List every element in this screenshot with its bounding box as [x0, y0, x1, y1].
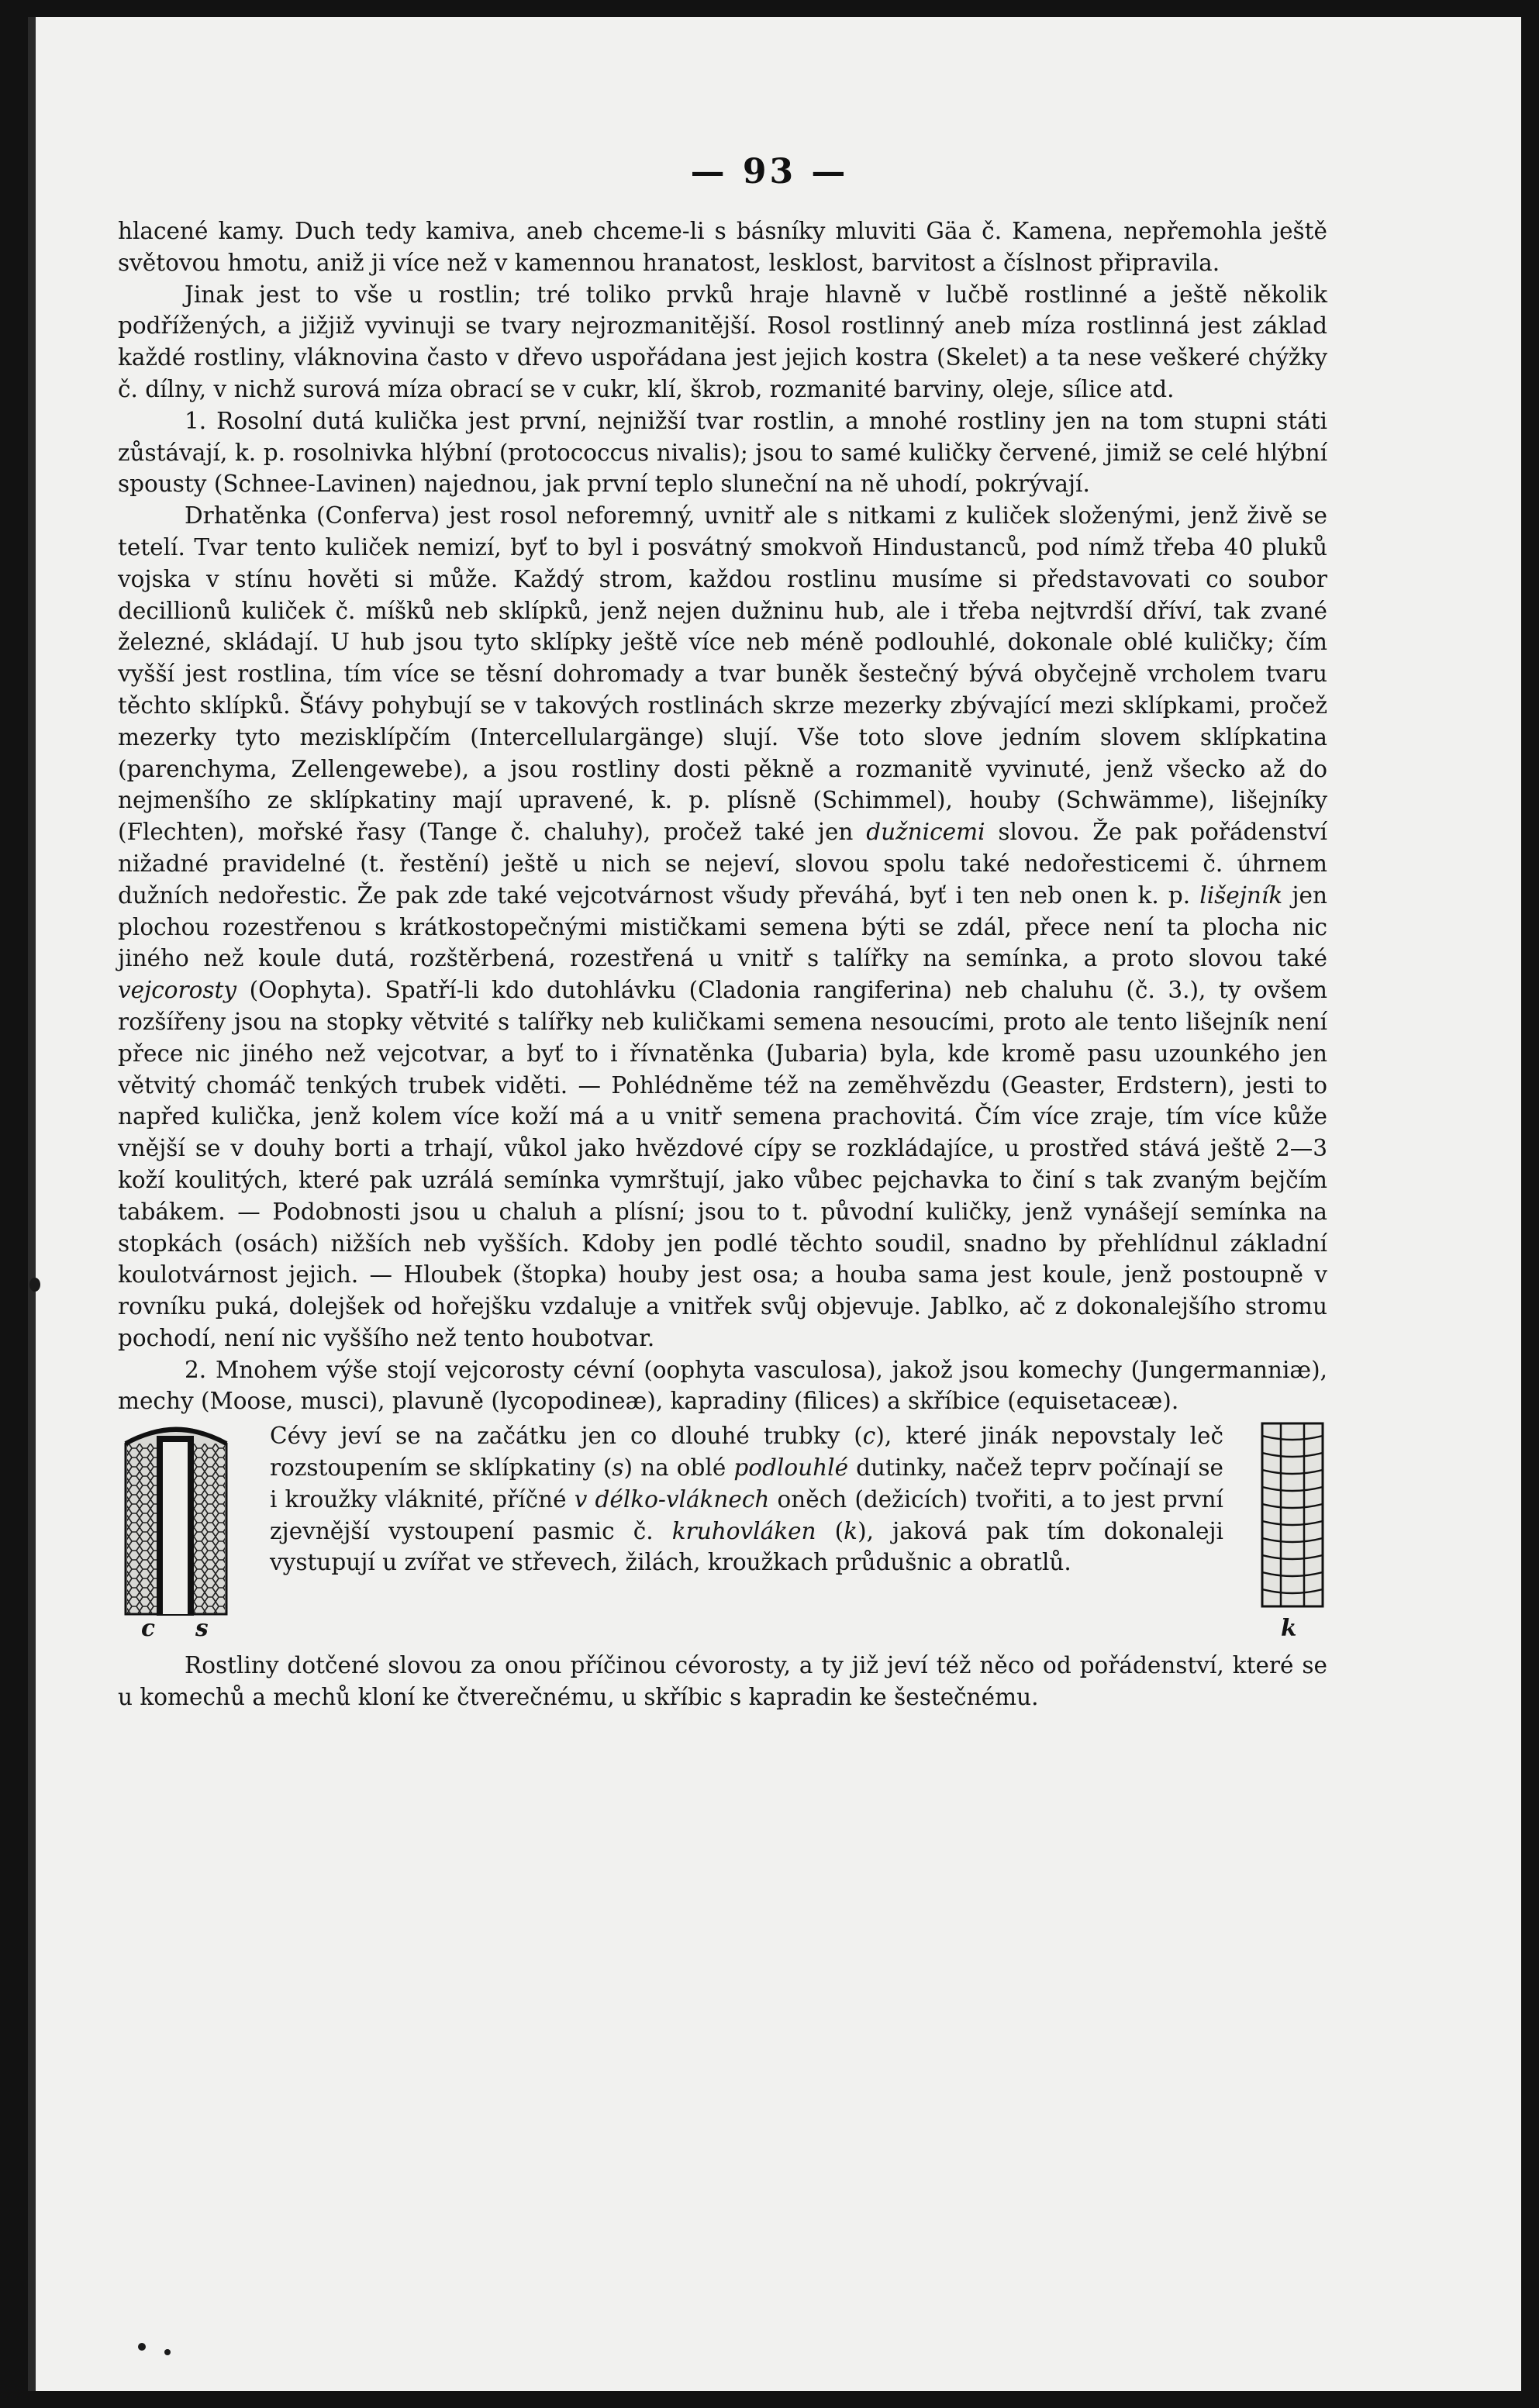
fig-text-d: s [612, 1454, 624, 1482]
fig-text-k: ( [834, 1517, 844, 1544]
paragraph-1: hlacené kamy. Duch tedy kamiva, aneb chceme-li s básníky mluviti Gäa č. Kamena, nepřemohla ještě světovou hmotu, aniž ji více než v kamennou hranatost, lesklost, barvitost a číslnost připravila. [118, 218, 1327, 276]
figure-label-k: k [1281, 1614, 1297, 1642]
page-binding-edge [28, 17, 36, 2391]
fig-text-c: ), které jinák nepovstaly leč rozstoupením se sklípkatiny ( [270, 1423, 1223, 1482]
fig-text-h: v délko-vláknech [574, 1485, 770, 1513]
term-vejcorosty: vejcorosty [118, 977, 237, 1004]
margin-smudge [29, 1278, 40, 1292]
paragraph-4-c: jen plochou rozestřenou s krátkostopečnými mističkami semena býti se zdál, přece není ta plocha nic jiného než koule dutá, rozštěrbená, rozestřená u vnitř s talířky na semínka, a proto slovou také [118, 881, 1327, 972]
paragraph-4-a: Drhatěnka (Conferva) jest rosol neforemný, uvnitř ale s nitkami z kuliček složenými, jenž živě se tetelí. Tvar tento kuliček nemizí, byť to byl i posvátný smokvoň Hindustanců, pod nímž třeba 40 pluků vojska v stínu hověti si může. Každý strom, každou rostlinu musíme si představovati co soubor decillionů kuliček č. míšků neb sklípků, jenž nejen dužninu hub, ale i třeba nejtvrdší dříví, tak zvané železné, skládají. U hub jsou tyto sklípky ještě více neb méně podlouhlé, dokonale oblé kuličky; čím vyšší jest rostlina, tím více se těsní dohromady a tvar buněk šestečný bývá obyčejně vrcholem tvaru těchto sklípků. Šťávy pohybují se v takových rostlinách skrze mezerky zbývající mezi sklípkami, pročež mezerky tyto mezisklípčím (Intercellulargänge) slují. Vše toto slove jedním slovem sklípkatina (parenchyma, Zellengewebe), a jsou rostliny dosti pěkně a rozmanitě vyvinuté, jenž všecko až do nejmenšího ze sklípkatiny mají upravené, k. p. plísně (Schimmel), houby (Schwämme), lišejníky (Flechten), mořské řasy (Tange č. chaluhy), pročež také jen [118, 502, 1327, 846]
corner-smudge-1 [138, 2343, 146, 2351]
fig-text-e: ) na oblé [623, 1454, 726, 1482]
paragraph-4-b: slovou. Že pak pořádenství nižadné pravidelné (t. řestění) ještě u nich se nejeví, slovou spolu také nedořesticemi č. úhrnem dužních nedořestic. Že pak zde také vejcotvárnost všudy převáhá, byť i ten neb onen k. p. [118, 819, 1327, 909]
fig-text-a: Cévy jeví se na začátku jen co dlouhé trubky ( [270, 1423, 863, 1450]
corner-smudge-2 [164, 2349, 171, 2355]
paragraph-4 [118, 500, 1327, 1354]
fig-text-g: dutinky, načež teprv počínají se i kroužky vláknité, příčné [270, 1454, 1223, 1513]
paragraph-5: 2. Mnohem výše stojí vejcorosty cévní (oophyta vasculosa), jakož jsou komechy (Jungermanniæ), mechy (Moose, musci), plavuně (lycopodineæ), kapradiny (filices) a skříbice (equisetaceæ). [118, 1356, 1327, 1415]
vessel-illustration-left [118, 1420, 234, 1637]
ring-fibre-illustration-right [1258, 1420, 1327, 1614]
fig-text-m: ), jaková pak tím dokonaleji vystupují u zvířat ve střevech, žilách, kroužkach průdušnic a obratlů. [270, 1517, 1223, 1576]
page-number: — 93 — [690, 152, 849, 191]
figure-block [118, 1420, 1327, 1644]
figure-label-c: c [141, 1614, 155, 1642]
figure-caption [270, 1420, 1223, 1578]
paragraph-3: 1. Rosolní dutá kulička jest první, nejnižší tvar rostlin, a mnohé rostliny jen na tom stupni státi zůstávají, k. p. rosolnivka hlýbní (protococcus nivalis); jsou to samé kuličky červené, jimiž se celé hlýbní spousty (Schnee-Lavinen) najednou, jak první teplo sluneční na ně uhodí, pokrývají. [118, 407, 1327, 498]
paragraph-2: Jinak jest to vše u rostlin; tré toliko prvků hraje hlavně v lučbě rostlinné a ještě několik podřížených, a jižjiž vyvinuji se tvary nejrozmanitější. Rosol rostlinný aneb míza rostlinná jest základ každé rostliny, vláknovina často v dřevo uspořádana jest jejich kostra (Skelet) a ta nese veškeré chýžky č. dílny, v nichž surová míza obrací se v cukr, klí, škrob, rozmanité barviny, oleje, sílice atd. [118, 281, 1327, 402]
text-body [118, 216, 1327, 1713]
fig-text-l: k [844, 1517, 858, 1544]
fig-text-j: kruhovláken [671, 1517, 816, 1544]
term-duznice: dužnicemi [866, 819, 985, 846]
paragraph-6: Rostliny dotčené slovou za onou příčinou cévorosty, a ty již jeví též něco od pořádenství, které se u komechů a mechů kloní ke čtverečnému, u skříbic s kapradin ke šestečnému. [118, 1652, 1327, 1711]
fig-text-b: c [862, 1423, 876, 1450]
term-lisejnik: lišejník [1199, 881, 1283, 909]
figure-label-s: s [195, 1614, 209, 1642]
fig-text-f: podlouhlé [733, 1454, 849, 1482]
paragraph-4-d: (Oophyta). Spatří-li kdo dutohlávku (Cladonia rangiferina) neb chaluhu (č. 3.), ty ovšem rozšířeny jsou na stopky větvité s talířky neb kuličkami semena nesoucími, proto ale tento lišejník není přece nic jiného než vejcotvar, a byť to i řívnatěnka (Jubaria) byla, kde kromě pasu uzounkého jen větvitý chomáč tenkých trubek viděti. — Pohlédněme též na zeměhvězdu (Geaster, Erdstern), jesti to napřed kulička, jenž kolem více koží má a u vnitř semena prachovitá. Čím více zraje, tím více kůže vnější se v douhy borti a trhají, vůkol jako hvězdové cípy se rozkládajíce, u prostřed stává ještě 2—3 koží koulitých, které pak uzrálá semínka vymrštují, jako vůbec pejchavka to činí s tak zvaným bejčím tabákem. — Podobnosti jsou u chaluh a plísní; jsou to t. původní kuličky, jenž vynášejí semínka na stopkách (osách) nižších neb vyšších. Kdoby jen podlé těchto soudil, snadno by přehlídnul základní koulotvárnost jejich. — Hloubek (štopka) houby jest osa; a houba sama jest koule, jenž postoupně v rovníku puká, dolejšek od hořejšku vzdaluje a vnitřek svůj objevuje. Jablko, ač z dokonalejšího stromu pochodí, není nic vyššího než tento houbotvar. [118, 977, 1327, 1351]
fig-text-i: oněch (dežicích) tvořiti, a to jest první zjevnější vystoupení pasmic č. [270, 1485, 1223, 1544]
